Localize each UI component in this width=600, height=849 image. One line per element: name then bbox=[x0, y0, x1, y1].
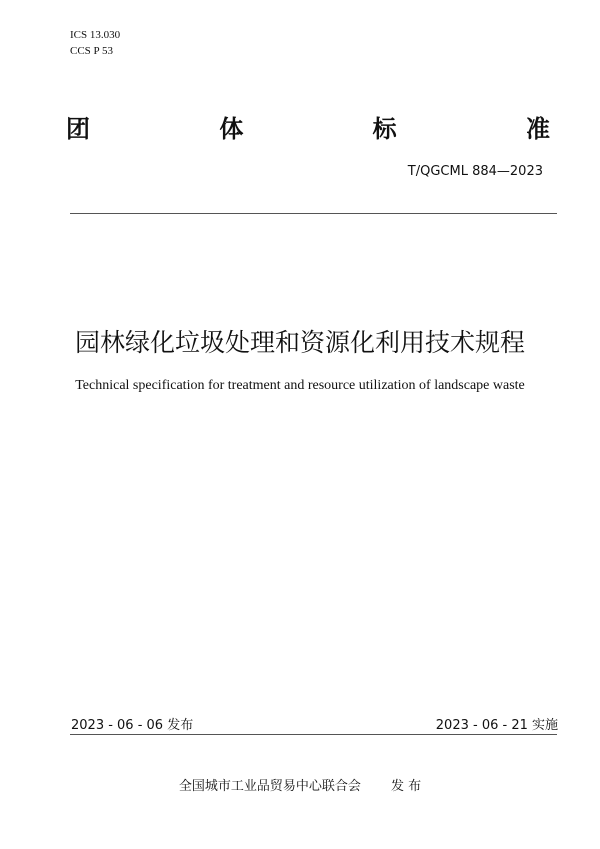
standard-type-char: 体 bbox=[219, 115, 244, 143]
ccs-code: CCS P 53 bbox=[70, 45, 114, 57]
title-english: Technical specification for treatment and resource utilization of landscape waste bbox=[75, 378, 525, 393]
issue-date: 2023 - 06 - 06 发布 bbox=[71, 718, 194, 733]
publisher-line bbox=[0, 775, 600, 794]
ics-code: ICS 13.030 bbox=[70, 29, 121, 41]
implementation-date: 2023 - 06 - 21 实施 bbox=[435, 718, 558, 733]
publish-label: 发 布 bbox=[390, 779, 422, 794]
standard-type-char: 团 bbox=[66, 115, 90, 143]
standard-type bbox=[66, 112, 550, 146]
bottom-divider bbox=[70, 734, 557, 735]
classification-codes bbox=[70, 27, 120, 59]
standard-type-char: 准 bbox=[525, 115, 550, 143]
top-divider bbox=[70, 213, 557, 214]
title-chinese: 园林绿化垃圾处理和资源化利用技术规程 bbox=[74, 328, 525, 357]
publisher-name: 全国城市工业品贸易中心联合会 bbox=[178, 779, 361, 794]
standard-type-char: 标 bbox=[372, 115, 397, 143]
standard-number: T/QGCML 884—2023 bbox=[407, 164, 543, 179]
